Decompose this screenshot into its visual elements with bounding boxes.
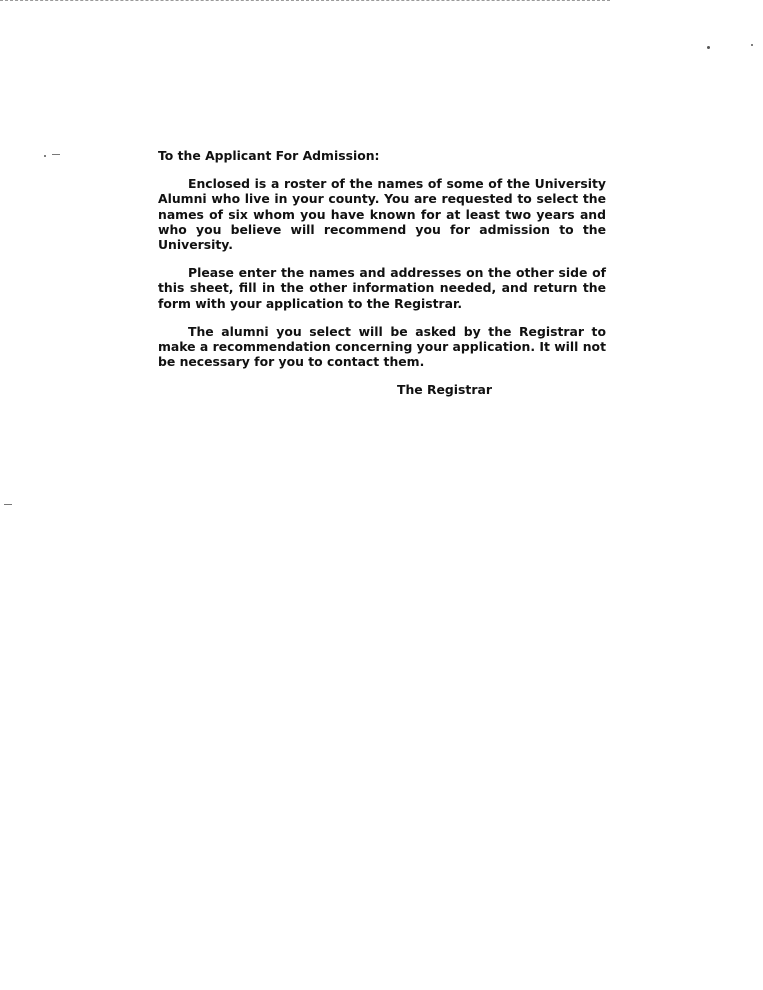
letter-signature: The Registrar <box>397 382 492 398</box>
letter-paragraph: Enclosed is a roster of the names of some of the University Alumni who live in your county. You are requested to select the names of six whom you have known for at least two years and who you believe will recommend you for admission to the University. <box>158 176 606 253</box>
scan-speck <box>707 46 710 49</box>
scan-dash-mark <box>52 154 60 155</box>
scan-speck <box>751 44 753 46</box>
letter-salutation: To the Applicant For Admission: <box>158 148 380 163</box>
scan-top-edge <box>0 0 610 1</box>
scan-dash-mark <box>4 504 12 505</box>
scan-speck <box>44 155 46 157</box>
letter-paragraph: The alumni you select will be asked by the Registrar to make a recommendation concerning your application. It will not be necessary for you to contact them. <box>158 323 606 370</box>
letter-paragraph: Please enter the names and addresses on the other side of this sheet, fill in the other information needed, and return the form with your application to the Registrar. <box>158 265 606 311</box>
letter-body <box>158 148 606 398</box>
